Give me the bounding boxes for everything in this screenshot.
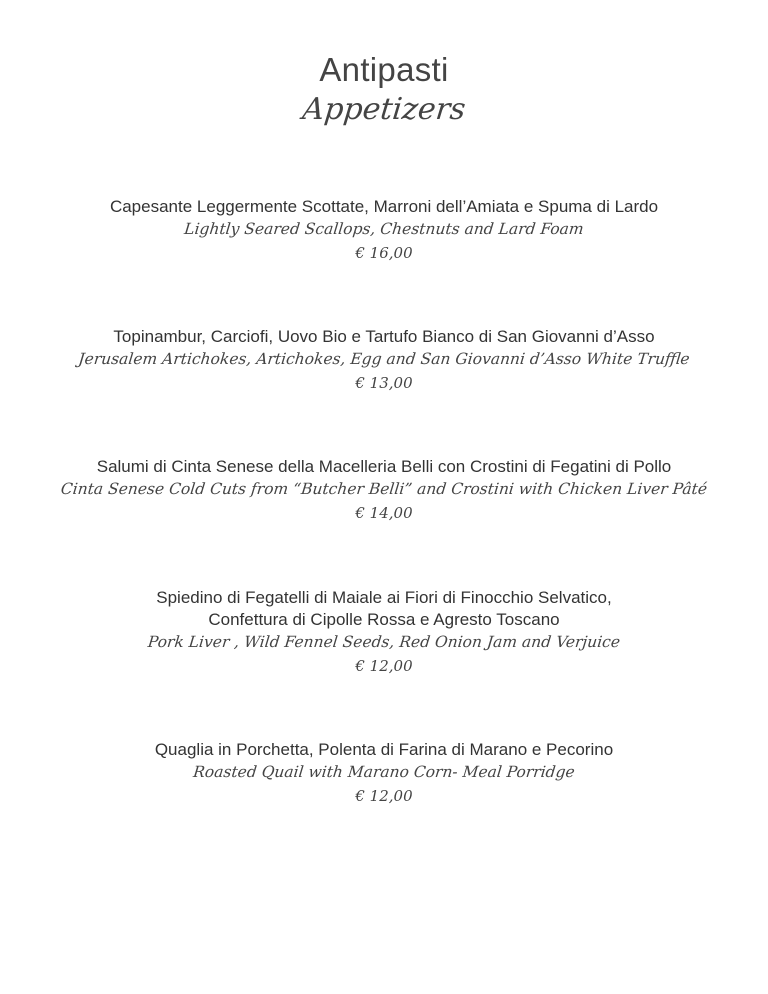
menu-item bbox=[0, 196, 768, 265]
dish-name-english: Pork Liver , Wild Fennel Seeds, Red Onion Jam and Verjuice bbox=[146, 633, 622, 651]
dish-name-italian-line2: Confettura di Cipolle Rossa e Agresto Toscano bbox=[208, 610, 560, 629]
dish-price: € 14,00 bbox=[355, 504, 413, 522]
dish-name-italian: Capesante Leggermente Scottate, Marroni dell’Amiata e Spuma di Lardo bbox=[109, 197, 659, 216]
menu-item bbox=[0, 326, 768, 395]
menu-item bbox=[0, 739, 768, 808]
dish-name-english: Roasted Quail with Marano Corn- Meal Porridge bbox=[192, 763, 576, 781]
dish-name-italian: Topinambur, Carciofi, Uovo Bio e Tartufo Bianco di San Giovanni d’Asso bbox=[113, 327, 655, 346]
dish-price: € 12,00 bbox=[355, 787, 413, 805]
menu-item bbox=[0, 456, 768, 525]
dish-name-italian: Quaglia in Porchetta, Polenta di Farina di Marano e Pecorino bbox=[154, 740, 614, 759]
dish-name-english: Jerusalem Artichokes, Artichokes, Egg and San Giovanni d’Asso White Truffle bbox=[77, 350, 691, 368]
menu-header bbox=[0, 50, 768, 128]
dish-name-english: Cinta Senese Cold Cuts from “Butcher Belli” and Crostini with Chicken Liver Pâté bbox=[59, 480, 709, 498]
menu-item bbox=[0, 587, 768, 678]
dish-name-italian: Spiedino di Fegatelli di Maiale ai Fiori di Finocchio Selvatico, bbox=[156, 588, 612, 607]
section-title: Antipasti bbox=[319, 51, 449, 88]
dish-price: € 16,00 bbox=[355, 244, 413, 262]
dish-name-italian: Salumi di Cinta Senese della Macelleria Belli con Crostini di Fegatini di Pollo bbox=[96, 457, 672, 476]
section-subtitle: Appetizers bbox=[300, 92, 468, 127]
dish-price: € 12,00 bbox=[355, 657, 413, 675]
dish-name-english: Lightly Seared Scallops, Chestnuts and Lard Foam bbox=[183, 220, 585, 238]
dish-price: € 13,00 bbox=[355, 374, 413, 392]
